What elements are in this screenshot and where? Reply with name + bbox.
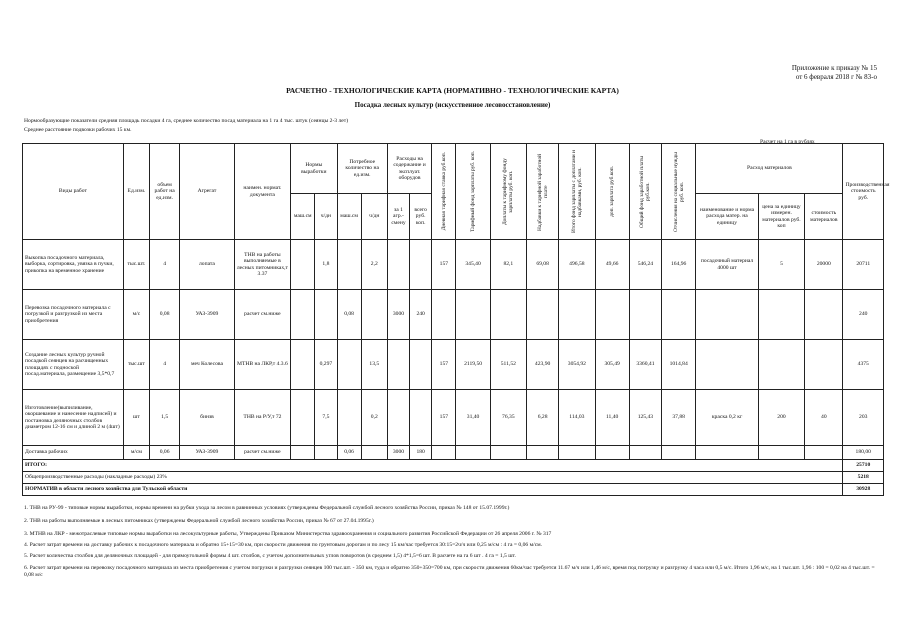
- cell-doc: расчет см.ниже: [234, 290, 290, 340]
- overhead-value: 5218: [843, 472, 884, 484]
- cell-work: Выкопка посадочного материала, выборка, сортировка, увязка в пучки, прикопка на временное хранение: [23, 240, 124, 290]
- cell-prod-cost: 180,00: [843, 446, 884, 460]
- calc-unit-note: Расчет на 1 га в рублях: [760, 139, 815, 145]
- cell-per-shift: [387, 340, 409, 390]
- cell-norms-mash: [291, 240, 315, 290]
- cell-mat-name: [696, 340, 759, 390]
- cell-doc: ТНВ на Р/У,т 72: [234, 390, 290, 446]
- cell-per-shift: 3000: [387, 290, 409, 340]
- norm-indicators-note: Нормообразующие показатели средняя площадь посадки 4 га, среднее количество посад материала на 1 га 4 тыс. штук (сеянцы 2-3 лет): [24, 118, 349, 124]
- col-per-shift: за 1 агр.-смену: [387, 194, 409, 240]
- cell-prod-cost: 240: [843, 290, 884, 340]
- cell-need-mash: [337, 240, 361, 290]
- cell-tariff: [456, 446, 490, 460]
- cell-mat-name: [696, 290, 759, 340]
- table-row: [23, 446, 884, 460]
- cell-norms-mash: [291, 340, 315, 390]
- col-materials: Расход материалов: [696, 144, 843, 194]
- cell-mat-price: 5: [758, 240, 804, 290]
- col-rate: Дневная тарифная ставка руб.коп.: [432, 144, 456, 240]
- col-unit: Ед.изм.: [123, 144, 149, 240]
- cell-premium: 69,08: [526, 240, 558, 290]
- cell-unit: м/с: [123, 290, 149, 340]
- cell-total-pay: [559, 290, 595, 340]
- cell-total-rub: [410, 390, 432, 446]
- cell-mat-cost: 20000: [805, 240, 843, 290]
- cell-mat-cost: [805, 290, 843, 340]
- cell-mat-price: 200: [758, 390, 804, 446]
- cell-surcharge: 82,1: [490, 240, 526, 290]
- cell-extra-pay: 305,49: [595, 340, 629, 390]
- cell-surcharge: [490, 290, 526, 340]
- col-norms-chdn: ч/дн: [315, 194, 337, 240]
- cell-mat-cost: [805, 340, 843, 390]
- cell-deductions: [662, 446, 696, 460]
- norm-label: НОРМАТИВ в области лесного хозяйства для Тульской области: [23, 484, 843, 496]
- cell-tariff: [456, 290, 490, 340]
- cell-tariff: 2119,50: [456, 340, 490, 390]
- cell-prod-cost: 4375: [843, 340, 884, 390]
- cell-extra-pay: [595, 446, 629, 460]
- col-deductions: Отчисления на социальные нужды руб. коп.: [662, 144, 696, 240]
- cell-per-shift: [387, 390, 409, 446]
- cell-tariff: 345,40: [456, 240, 490, 290]
- col-tariff-fund: Тарифный фонд зарплаты руб. коп.: [456, 144, 490, 240]
- col-mat-cost: стоимость материалов: [805, 194, 843, 240]
- cell-mat-price: [758, 340, 804, 390]
- col-total-fund: Общий фонд заработной платы руб.коп.: [629, 144, 661, 240]
- cell-premium: 423,90: [526, 340, 558, 390]
- cell-extra-pay: 49,66: [595, 240, 629, 290]
- cell-rate: 157: [432, 390, 456, 446]
- col-aggregate: Агрегат: [180, 144, 234, 240]
- cell-aggregate: лопата: [180, 240, 234, 290]
- table-row: [23, 340, 884, 390]
- col-norms: Нормы выработки: [291, 144, 337, 194]
- cell-doc: МТНВ на ЛКР,т 4.3.6: [234, 340, 290, 390]
- cell-need-mash: [337, 390, 361, 446]
- footnote-5: 5. Расчет количества столбов для деляночных площадей - для прямоугольной формы 4 шт. столбов, с учетом дополнительных углов поворотов (в среднем 1,5) 4*1,5=6 шт. В расчете на га 6 шт . 4 га = 1,5 шт.: [24, 553, 516, 559]
- norm-row: [23, 484, 884, 496]
- cell-total-pay: 496,58: [559, 240, 595, 290]
- col-premium: Надбавки к тарифной заработной плате: [526, 144, 558, 240]
- cell-deductions: 164,96: [662, 240, 696, 290]
- itogo-value: 25710: [843, 460, 884, 472]
- appendix-reference: [717, 64, 877, 81]
- footnote-6: 6. Расчет затрат времени на перевозку посадочного материала из места приобретения с учетом погрузки и разгрузки сеянцев 100 тыс.шт. - 350 км, туда и обратно 350+350=700 км, при скорости движения 60км/час требуется 11.67 м/ч или 1,46 м/с, время под погрузку и разгрузку 4 часа или 0,5 м/с. Итого 1,96 м/с, на 1 тыс.шт. 1,96 : 100 = 0,02 на 4 тыс.шт. = 0,08 м/с: [24, 565, 875, 578]
- cell-mat-name: [696, 446, 759, 460]
- cell-extra-pay: [595, 290, 629, 340]
- col-work-types: Виды работ: [23, 144, 124, 240]
- cell-need-chdn: 0,2: [361, 390, 387, 446]
- cell-norms-mash: [291, 290, 315, 340]
- col-extra-pay: доп. зарплата руб.коп.: [595, 144, 629, 240]
- cell-doc: расчет см.ниже: [234, 446, 290, 460]
- cell-mat-name: посадочный материал 4000 шт: [696, 240, 759, 290]
- cell-rate: [432, 290, 456, 340]
- cell-premium: [526, 290, 558, 340]
- cell-total-rub: 180: [410, 446, 432, 460]
- cell-total-rub: 240: [410, 290, 432, 340]
- col-costs: Расходы на содержание и эксплуат. оборудов: [387, 144, 431, 194]
- document-title: РАСЧЕТНО - ТЕХНОЛОГИЧЕСКИЕ КАРТА (НОРМАТИВНО - ТЕХНОЛОГИЧЕСКИЕ КАРТА): [286, 86, 619, 95]
- col-need-chdn: ч/дн: [361, 194, 387, 240]
- footnote-4: 4. Расчет затрат времени на доставку рабочих к посадочного материала и обратно 15+15=30 км, при скорости движения по грунтовым дорогам и по лесу 15 км/час требуется 30:15=2ч/ч или 0,25 м/см : 4 га = 0,06 м/см.: [24, 542, 543, 548]
- col-need: Потребное количество на ед.изм.: [337, 144, 387, 194]
- cell-need-chdn: 13,5: [361, 340, 387, 390]
- cell-deductions: 1014,84: [662, 340, 696, 390]
- cell-total-fund: 3360,41: [629, 340, 661, 390]
- cell-unit: тыс.шт.: [123, 240, 149, 290]
- cell-mat-price: [758, 290, 804, 340]
- col-total-pay: Итого фонд зарплаты с доплатами и надбавками, руб. коп.: [559, 144, 595, 240]
- table-row: [23, 240, 884, 290]
- cell-mat-cost: 40: [805, 390, 843, 446]
- cell-surcharge: 511,52: [490, 340, 526, 390]
- footnote-1: 1. ТНВ на РУ-99 - типовые нормы выработки, нормы времени на рубки ухода за лесом в равнинных условиях (утверждены Федеральной службой лесного хозяйства России, приказ № 148 от 15.07.1999г.): [24, 505, 510, 511]
- col-prod-cost: Производственная стоимость руб.: [843, 144, 884, 240]
- cell-deductions: 37,88: [662, 390, 696, 446]
- cell-doc: ТНВ на работы выполняемые в лесных питомниках,т 3.37: [234, 240, 290, 290]
- cell-unit: тыс.шт: [123, 340, 149, 390]
- cell-volume: 0,06: [150, 446, 180, 460]
- cell-volume: 1,5: [150, 390, 180, 446]
- cell-need-chdn: [361, 446, 387, 460]
- cell-deductions: [662, 290, 696, 340]
- col-mat-name: наименование и норма расхода матер. на единицу: [696, 194, 759, 240]
- col-doc: наимен. нормат. документа: [234, 144, 290, 240]
- cell-total-fund: [629, 446, 661, 460]
- cell-rate: [432, 446, 456, 460]
- overhead-row: [23, 472, 884, 484]
- cell-norms-chdn: [315, 290, 337, 340]
- document-subtitle: Посадка лесных культур (искусственное лесовосстановление): [354, 101, 551, 109]
- cell-aggregate: меч Колесова: [180, 340, 234, 390]
- cell-aggregate: УАЗ-3909: [180, 290, 234, 340]
- cell-norms-chdn: 0,297: [315, 340, 337, 390]
- cell-premium: [526, 446, 558, 460]
- cell-prod-cost: 20711: [843, 240, 884, 290]
- appendix-line-1: Приложение к приказу № 15: [791, 64, 877, 72]
- itogo-row: [23, 460, 884, 472]
- col-norms-mash: маш.см: [291, 194, 315, 240]
- tech-card-table: [22, 143, 890, 496]
- cell-total-pay: [559, 446, 595, 460]
- cell-mat-name: краска 0,2 кг: [696, 390, 759, 446]
- cell-surcharge: [490, 446, 526, 460]
- cell-premium: 6,28: [526, 390, 558, 446]
- overhead-label: Общепроизводственные расходы (накладные расходы) 23%: [23, 472, 843, 484]
- norm-value: 30928: [843, 484, 884, 496]
- table-row: [23, 290, 884, 340]
- cell-volume: 4: [150, 240, 180, 290]
- cell-work: Доставка рабочих: [23, 446, 124, 460]
- cell-need-chdn: 2,2: [361, 240, 387, 290]
- cell-total-fund: 125,43: [629, 390, 661, 446]
- cell-mat-price: [758, 446, 804, 460]
- cell-norms-mash: [291, 446, 315, 460]
- cell-work: Изготовление(выпиливание, окоршевание и нанесение надписей) и постановка деляночных столбов диаметром 12-16 см и длиной 2 м (4шт): [23, 390, 124, 446]
- cell-work: Перевозка посадочного материала с погрузкой и разгрузкой из места приобретения: [23, 290, 124, 340]
- col-surcharge: Доплаты к тарифному фонду зарплаты руб. коп.: [490, 144, 526, 240]
- cell-prod-cost: 203: [843, 390, 884, 446]
- cell-aggregate: УАЗ-3909: [180, 446, 234, 460]
- cell-extra-pay: 11,40: [595, 390, 629, 446]
- cell-unit: шт: [123, 390, 149, 446]
- cell-surcharge: 76,35: [490, 390, 526, 446]
- cell-work: Создание лесных культур ручной посадкой сеянцев на расчищенных площадях с подноской посад.материала, размещение 3,5*0,7: [23, 340, 124, 390]
- cell-norms-chdn: 1,8: [315, 240, 337, 290]
- appendix-line-2: от 6 февраля 2018 г № 83-о: [795, 72, 877, 81]
- cell-need-mash: 0,08: [337, 290, 361, 340]
- cell-tariff: 31,40: [456, 390, 490, 446]
- cell-unit: м/см: [123, 446, 149, 460]
- cell-aggregate: бинзв: [180, 390, 234, 446]
- cell-need-mash: [337, 340, 361, 390]
- cell-volume: 4: [150, 340, 180, 390]
- itogo-label: ИТОГО:: [23, 460, 843, 472]
- col-volume: объем работ на ед.изм.: [150, 144, 180, 240]
- cell-volume: 0,08: [150, 290, 180, 340]
- cell-per-shift: 3000: [387, 446, 409, 460]
- header-row-1: [23, 144, 884, 174]
- col-mat-price: цена за единицу измерен. материалов руб. коп: [758, 194, 804, 240]
- cell-norms-chdn: [315, 446, 337, 460]
- distance-note: Среднее расстояние подвозки рабочих 15 км.: [24, 127, 132, 133]
- footnote-3: 3. МТНВ на ЛКР - межотраслевые типовые нормы выработки на лесокультурные работы, Утверждены Приказом Министерства здравоохранения и социального развития Российской Федерации от 26 апреля 2006 г. № 317: [24, 531, 552, 537]
- cell-need-mash: 0,06: [337, 446, 361, 460]
- cell-total-pay: 3054,92: [559, 340, 595, 390]
- footnote-2: 2. ТНВ на работы выполняемые в лесных питомниках (утверждены Федеральной службой лесного хозяйства России, приказ № 67 от 27.04.1995г.): [24, 518, 374, 524]
- cell-total-rub: [410, 240, 432, 290]
- cell-per-shift: [387, 240, 409, 290]
- cell-total-fund: [629, 290, 661, 340]
- cell-rate: 157: [432, 240, 456, 290]
- cell-norms-mash: [291, 390, 315, 446]
- cell-norms-chdn: 7,5: [315, 390, 337, 446]
- cell-total-pay: 114,03: [559, 390, 595, 446]
- cell-need-chdn: [361, 290, 387, 340]
- cell-rate: 157: [432, 340, 456, 390]
- cell-total-rub: [410, 340, 432, 390]
- table-row: [23, 390, 884, 446]
- cell-total-fund: 546,24: [629, 240, 661, 290]
- col-total-rub: всего руб. коп.: [410, 194, 432, 240]
- col-need-mash: маш.см: [337, 194, 361, 240]
- cell-mat-cost: [805, 446, 843, 460]
